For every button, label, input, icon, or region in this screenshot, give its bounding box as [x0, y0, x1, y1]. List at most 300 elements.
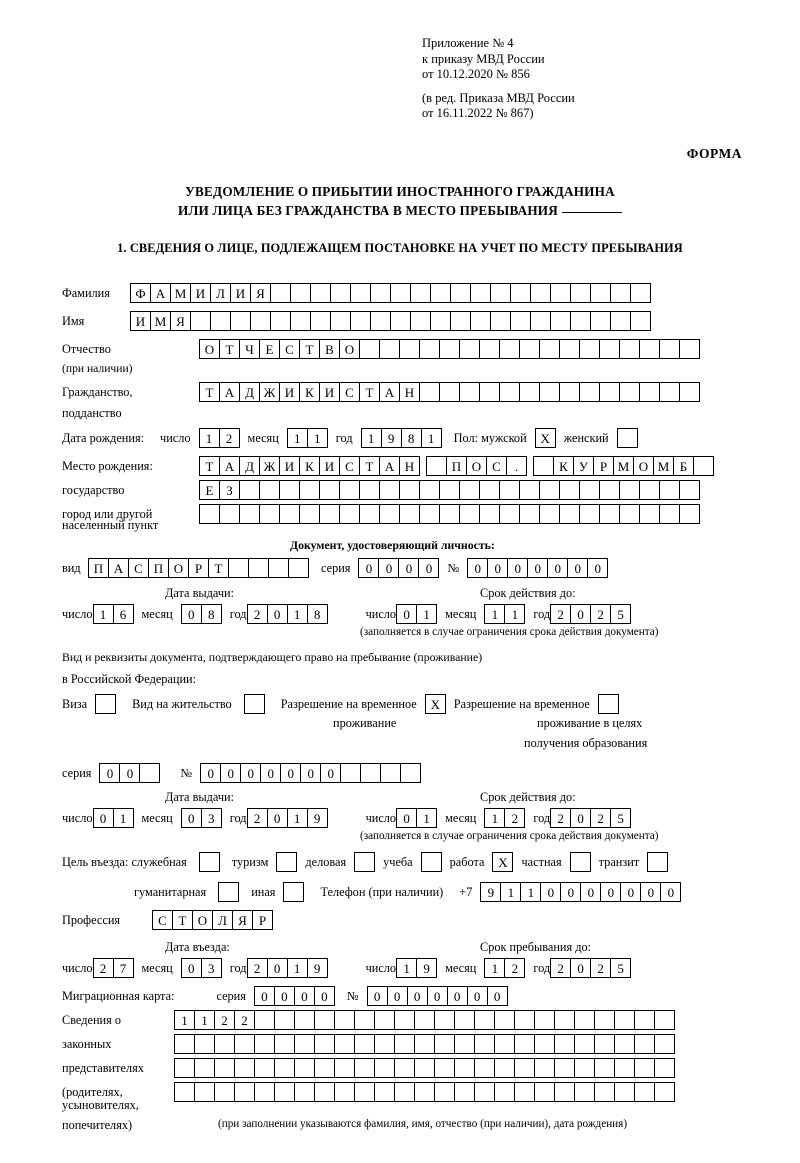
char-cell[interactable] — [219, 504, 240, 524]
char-cell[interactable] — [310, 311, 331, 331]
char-cell[interactable] — [374, 1010, 395, 1030]
char-cell[interactable] — [294, 1010, 315, 1030]
char-cell[interactable] — [339, 480, 360, 500]
char-cell[interactable] — [519, 382, 540, 402]
char-cell[interactable] — [459, 382, 480, 402]
char-cell[interactable]: О — [339, 339, 360, 359]
char-cell[interactable] — [550, 311, 571, 331]
patronymic-input[interactable] — [199, 339, 700, 359]
char-cell[interactable]: 0 — [507, 558, 528, 578]
char-cell[interactable] — [554, 1058, 575, 1078]
char-cell[interactable]: С — [339, 456, 360, 476]
entry-day-input[interactable] — [93, 958, 134, 978]
char-cell[interactable] — [454, 1058, 475, 1078]
char-cell[interactable] — [399, 339, 420, 359]
char-cell[interactable] — [679, 480, 700, 500]
char-cell[interactable]: 0 — [587, 558, 608, 578]
char-cell[interactable] — [499, 504, 520, 524]
char-cell[interactable] — [533, 456, 554, 476]
char-cell[interactable] — [510, 283, 531, 303]
char-cell[interactable] — [379, 339, 400, 359]
char-cell[interactable] — [654, 1082, 675, 1102]
birth-year-input[interactable] — [361, 428, 442, 448]
char-cell[interactable] — [370, 311, 391, 331]
permit-issue-month-input[interactable] — [181, 808, 222, 828]
char-cell[interactable] — [659, 382, 680, 402]
char-cell[interactable]: 0 — [93, 808, 114, 828]
stay-day-input[interactable] — [396, 958, 437, 978]
birth-month-input[interactable] — [287, 428, 328, 448]
char-cell[interactable] — [599, 504, 620, 524]
purpose-service-checkbox[interactable] — [199, 852, 220, 872]
char-cell[interactable]: 2 — [219, 428, 240, 448]
char-cell[interactable] — [634, 1034, 655, 1054]
char-cell[interactable]: 0 — [398, 558, 419, 578]
sex-male-checkbox[interactable]: Х — [535, 428, 556, 448]
char-cell[interactable]: Ж — [259, 456, 280, 476]
char-cell[interactable] — [619, 504, 640, 524]
char-cell[interactable] — [274, 1034, 295, 1054]
char-cell[interactable]: 0 — [358, 558, 379, 578]
char-cell[interactable]: М — [170, 283, 191, 303]
sex-female-checkbox[interactable] — [617, 428, 638, 448]
char-cell[interactable] — [319, 504, 340, 524]
char-cell[interactable] — [254, 1058, 275, 1078]
char-cell[interactable]: 2 — [504, 808, 525, 828]
char-cell[interactable]: 2 — [550, 808, 571, 828]
char-cell[interactable] — [559, 504, 580, 524]
char-cell[interactable] — [599, 339, 620, 359]
char-cell[interactable] — [550, 283, 571, 303]
char-cell[interactable] — [679, 339, 700, 359]
entry-year-input[interactable] — [247, 958, 328, 978]
permit-valid-day-input[interactable] — [396, 808, 437, 828]
char-cell[interactable] — [434, 1082, 455, 1102]
surname-input[interactable] — [130, 283, 651, 303]
char-cell[interactable] — [619, 382, 640, 402]
char-cell[interactable] — [479, 382, 500, 402]
char-cell[interactable] — [639, 480, 660, 500]
char-cell[interactable] — [194, 1058, 215, 1078]
char-cell[interactable] — [410, 283, 431, 303]
char-cell[interactable]: 8 — [201, 604, 222, 624]
permit-number-input[interactable] — [200, 763, 421, 783]
char-cell[interactable] — [234, 1058, 255, 1078]
char-cell[interactable] — [534, 1034, 555, 1054]
doc-issue-year-input[interactable] — [247, 604, 328, 624]
char-cell[interactable] — [419, 504, 440, 524]
char-cell[interactable] — [399, 480, 420, 500]
char-cell[interactable] — [270, 311, 291, 331]
char-cell[interactable] — [314, 1082, 335, 1102]
char-cell[interactable] — [354, 1010, 375, 1030]
char-cell[interactable]: . — [506, 456, 527, 476]
char-cell[interactable]: 0 — [267, 604, 288, 624]
char-cell[interactable] — [454, 1082, 475, 1102]
char-cell[interactable] — [230, 311, 251, 331]
char-cell[interactable]: 0 — [570, 604, 591, 624]
char-cell[interactable]: Ж — [259, 382, 280, 402]
char-cell[interactable] — [579, 339, 600, 359]
char-cell[interactable] — [494, 1010, 515, 1030]
char-cell[interactable] — [494, 1034, 515, 1054]
char-cell[interactable] — [519, 504, 540, 524]
char-cell[interactable] — [270, 283, 291, 303]
char-cell[interactable]: 8 — [401, 428, 422, 448]
char-cell[interactable] — [274, 1082, 295, 1102]
doc-issue-month-input[interactable] — [181, 604, 222, 624]
char-cell[interactable] — [239, 480, 260, 500]
char-cell[interactable] — [139, 763, 160, 783]
char-cell[interactable]: Е — [259, 339, 280, 359]
char-cell[interactable] — [439, 480, 460, 500]
char-cell[interactable] — [430, 311, 451, 331]
char-cell[interactable] — [434, 1010, 455, 1030]
char-cell[interactable]: С — [279, 339, 300, 359]
purpose-tourism-checkbox[interactable] — [276, 852, 297, 872]
legal-rep-input-row4[interactable] — [174, 1082, 675, 1102]
char-cell[interactable] — [459, 504, 480, 524]
char-cell[interactable] — [439, 504, 460, 524]
char-cell[interactable] — [554, 1034, 575, 1054]
char-cell[interactable] — [194, 1034, 215, 1054]
char-cell[interactable] — [334, 1082, 355, 1102]
char-cell[interactable]: Т — [359, 456, 380, 476]
char-cell[interactable]: 0 — [640, 882, 661, 902]
char-cell[interactable] — [610, 283, 631, 303]
char-cell[interactable]: 5 — [610, 604, 631, 624]
char-cell[interactable]: А — [219, 382, 240, 402]
char-cell[interactable]: 1 — [199, 428, 220, 448]
char-cell[interactable] — [310, 283, 331, 303]
char-cell[interactable] — [430, 283, 451, 303]
char-cell[interactable]: П — [446, 456, 467, 476]
char-cell[interactable]: 1 — [504, 604, 525, 624]
char-cell[interactable]: Д — [239, 456, 260, 476]
char-cell[interactable]: 2 — [247, 604, 268, 624]
permit-issue-day-input[interactable] — [93, 808, 134, 828]
char-cell[interactable] — [259, 480, 280, 500]
char-cell[interactable] — [534, 1010, 555, 1030]
char-cell[interactable]: 1 — [500, 882, 521, 902]
char-cell[interactable]: 0 — [300, 763, 321, 783]
char-cell[interactable]: П — [88, 558, 109, 578]
char-cell[interactable]: 0 — [487, 558, 508, 578]
char-cell[interactable]: Т — [219, 339, 240, 359]
char-cell[interactable]: 0 — [540, 882, 561, 902]
char-cell[interactable] — [514, 1058, 535, 1078]
char-cell[interactable]: И — [319, 456, 340, 476]
char-cell[interactable]: 0 — [567, 558, 588, 578]
char-cell[interactable]: 0 — [99, 763, 120, 783]
permit-valid-year-input[interactable] — [550, 808, 631, 828]
char-cell[interactable]: 7 — [113, 958, 134, 978]
char-cell[interactable] — [614, 1034, 635, 1054]
birthplace-input-row3[interactable] — [199, 504, 700, 524]
char-cell[interactable] — [490, 311, 511, 331]
char-cell[interactable]: П — [148, 558, 169, 578]
purpose-other-checkbox[interactable] — [283, 882, 304, 902]
char-cell[interactable]: 9 — [307, 808, 328, 828]
char-cell[interactable] — [479, 339, 500, 359]
char-cell[interactable] — [379, 504, 400, 524]
char-cell[interactable] — [474, 1058, 495, 1078]
char-cell[interactable]: 0 — [367, 986, 388, 1006]
char-cell[interactable]: Ч — [239, 339, 260, 359]
char-cell[interactable]: 0 — [119, 763, 140, 783]
char-cell[interactable] — [479, 480, 500, 500]
char-cell[interactable]: 0 — [407, 986, 428, 1006]
char-cell[interactable] — [214, 1058, 235, 1078]
char-cell[interactable] — [630, 283, 651, 303]
char-cell[interactable] — [330, 283, 351, 303]
char-cell[interactable] — [194, 1082, 215, 1102]
char-cell[interactable]: 9 — [307, 958, 328, 978]
char-cell[interactable]: 0 — [294, 986, 315, 1006]
char-cell[interactable]: 0 — [314, 986, 335, 1006]
char-cell[interactable] — [214, 1034, 235, 1054]
char-cell[interactable] — [350, 283, 371, 303]
char-cell[interactable] — [390, 283, 411, 303]
legal-rep-input-row2[interactable] — [174, 1034, 675, 1054]
char-cell[interactable] — [340, 763, 361, 783]
char-cell[interactable]: 0 — [560, 882, 581, 902]
char-cell[interactable] — [470, 311, 491, 331]
char-cell[interactable] — [530, 311, 551, 331]
birth-day-input[interactable] — [199, 428, 240, 448]
char-cell[interactable] — [639, 382, 660, 402]
char-cell[interactable]: Л — [210, 283, 231, 303]
char-cell[interactable]: 1 — [396, 958, 417, 978]
char-cell[interactable]: 0 — [527, 558, 548, 578]
char-cell[interactable]: Е — [199, 480, 220, 500]
doc-issue-day-input[interactable] — [93, 604, 134, 624]
char-cell[interactable] — [434, 1034, 455, 1054]
char-cell[interactable]: И — [190, 283, 211, 303]
char-cell[interactable]: К — [553, 456, 574, 476]
purpose-business-checkbox[interactable] — [354, 852, 375, 872]
char-cell[interactable] — [350, 311, 371, 331]
char-cell[interactable]: Ф — [130, 283, 151, 303]
purpose-humanitarian-checkbox[interactable] — [218, 882, 239, 902]
char-cell[interactable] — [499, 382, 520, 402]
char-cell[interactable]: 2 — [590, 808, 611, 828]
char-cell[interactable] — [599, 382, 620, 402]
char-cell[interactable]: А — [150, 283, 171, 303]
char-cell[interactable]: Л — [212, 910, 233, 930]
char-cell[interactable]: М — [150, 311, 171, 331]
char-cell[interactable] — [614, 1010, 635, 1030]
char-cell[interactable]: С — [486, 456, 507, 476]
char-cell[interactable] — [174, 1034, 195, 1054]
char-cell[interactable] — [374, 1082, 395, 1102]
char-cell[interactable] — [634, 1082, 655, 1102]
char-cell[interactable] — [494, 1082, 515, 1102]
char-cell[interactable]: Я — [170, 311, 191, 331]
birthplace-input-row2[interactable] — [199, 480, 700, 500]
purpose-study-checkbox[interactable] — [421, 852, 442, 872]
residence-permit-checkbox[interactable] — [244, 694, 265, 714]
char-cell[interactable]: Р — [188, 558, 209, 578]
legal-rep-input-row3[interactable] — [174, 1058, 675, 1078]
char-cell[interactable] — [354, 1082, 375, 1102]
char-cell[interactable] — [214, 1082, 235, 1102]
char-cell[interactable]: 9 — [381, 428, 402, 448]
stay-month-input[interactable] — [484, 958, 525, 978]
char-cell[interactable] — [288, 558, 309, 578]
char-cell[interactable] — [394, 1034, 415, 1054]
migration-series-input[interactable] — [254, 986, 335, 1006]
char-cell[interactable]: О — [466, 456, 487, 476]
char-cell[interactable]: 1 — [520, 882, 541, 902]
char-cell[interactable] — [330, 311, 351, 331]
char-cell[interactable] — [599, 480, 620, 500]
char-cell[interactable] — [693, 456, 714, 476]
char-cell[interactable]: В — [319, 339, 340, 359]
char-cell[interactable] — [359, 480, 380, 500]
char-cell[interactable] — [610, 311, 631, 331]
char-cell[interactable] — [268, 558, 289, 578]
char-cell[interactable]: Т — [199, 456, 220, 476]
char-cell[interactable]: А — [108, 558, 129, 578]
char-cell[interactable]: 2 — [93, 958, 114, 978]
char-cell[interactable] — [594, 1010, 615, 1030]
char-cell[interactable]: 2 — [247, 808, 268, 828]
char-cell[interactable]: 0 — [580, 882, 601, 902]
char-cell[interactable] — [639, 504, 660, 524]
char-cell[interactable] — [474, 1082, 495, 1102]
char-cell[interactable]: 1 — [287, 958, 308, 978]
char-cell[interactable] — [574, 1010, 595, 1030]
char-cell[interactable]: 2 — [214, 1010, 235, 1030]
char-cell[interactable] — [314, 1010, 335, 1030]
char-cell[interactable] — [679, 382, 700, 402]
char-cell[interactable]: 0 — [387, 986, 408, 1006]
char-cell[interactable] — [594, 1082, 615, 1102]
char-cell[interactable]: 3 — [201, 958, 222, 978]
char-cell[interactable]: 2 — [550, 604, 571, 624]
char-cell[interactable]: О — [633, 456, 654, 476]
char-cell[interactable]: Б — [673, 456, 694, 476]
char-cell[interactable] — [374, 1034, 395, 1054]
char-cell[interactable] — [339, 504, 360, 524]
char-cell[interactable] — [354, 1034, 375, 1054]
char-cell[interactable]: И — [279, 382, 300, 402]
char-cell[interactable]: 2 — [590, 958, 611, 978]
char-cell[interactable] — [570, 283, 591, 303]
entry-month-input[interactable] — [181, 958, 222, 978]
char-cell[interactable]: С — [128, 558, 149, 578]
char-cell[interactable]: 0 — [570, 958, 591, 978]
char-cell[interactable] — [574, 1034, 595, 1054]
char-cell[interactable]: О — [199, 339, 220, 359]
char-cell[interactable]: 1 — [416, 808, 437, 828]
char-cell[interactable] — [594, 1058, 615, 1078]
char-cell[interactable]: И — [130, 311, 151, 331]
education-residence-checkbox[interactable] — [598, 694, 619, 714]
char-cell[interactable] — [574, 1058, 595, 1078]
char-cell[interactable]: 0 — [320, 763, 341, 783]
char-cell[interactable] — [539, 480, 560, 500]
char-cell[interactable]: 1 — [307, 428, 328, 448]
visa-checkbox[interactable] — [95, 694, 116, 714]
char-cell[interactable] — [419, 382, 440, 402]
char-cell[interactable]: 0 — [660, 882, 681, 902]
char-cell[interactable] — [590, 311, 611, 331]
char-cell[interactable]: 0 — [467, 986, 488, 1006]
char-cell[interactable]: 1 — [194, 1010, 215, 1030]
char-cell[interactable] — [334, 1010, 355, 1030]
char-cell[interactable] — [514, 1082, 535, 1102]
char-cell[interactable]: 0 — [200, 763, 221, 783]
char-cell[interactable] — [434, 1058, 455, 1078]
char-cell[interactable] — [399, 504, 420, 524]
char-cell[interactable] — [519, 339, 540, 359]
char-cell[interactable]: А — [379, 456, 400, 476]
char-cell[interactable] — [290, 283, 311, 303]
char-cell[interactable] — [579, 504, 600, 524]
char-cell[interactable]: 0 — [547, 558, 568, 578]
char-cell[interactable] — [499, 339, 520, 359]
doc-kind-input[interactable] — [88, 558, 309, 578]
char-cell[interactable] — [439, 339, 460, 359]
char-cell[interactable] — [319, 480, 340, 500]
char-cell[interactable]: 1 — [93, 604, 114, 624]
char-cell[interactable]: А — [379, 382, 400, 402]
char-cell[interactable]: 2 — [234, 1010, 255, 1030]
char-cell[interactable]: 2 — [550, 958, 571, 978]
char-cell[interactable]: С — [152, 910, 173, 930]
char-cell[interactable]: 1 — [174, 1010, 195, 1030]
char-cell[interactable] — [199, 504, 220, 524]
profession-input[interactable] — [152, 910, 273, 930]
char-cell[interactable]: 0 — [267, 808, 288, 828]
char-cell[interactable] — [299, 504, 320, 524]
char-cell[interactable]: 0 — [427, 986, 448, 1006]
char-cell[interactable]: Н — [399, 456, 420, 476]
char-cell[interactable] — [619, 339, 640, 359]
char-cell[interactable] — [360, 763, 381, 783]
char-cell[interactable]: 1 — [361, 428, 382, 448]
purpose-transit-checkbox[interactable] — [647, 852, 668, 872]
char-cell[interactable] — [554, 1082, 575, 1102]
name-input[interactable] — [130, 311, 651, 331]
char-cell[interactable]: 0 — [396, 808, 417, 828]
char-cell[interactable]: 0 — [181, 958, 202, 978]
char-cell[interactable]: 0 — [240, 763, 261, 783]
char-cell[interactable]: Т — [359, 382, 380, 402]
char-cell[interactable]: 1 — [287, 808, 308, 828]
char-cell[interactable] — [380, 763, 401, 783]
char-cell[interactable] — [359, 504, 380, 524]
char-cell[interactable] — [259, 504, 280, 524]
char-cell[interactable] — [630, 311, 651, 331]
char-cell[interactable] — [454, 1010, 475, 1030]
char-cell[interactable] — [570, 311, 591, 331]
char-cell[interactable] — [539, 504, 560, 524]
char-cell[interactable] — [294, 1058, 315, 1078]
char-cell[interactable] — [414, 1034, 435, 1054]
char-cell[interactable]: Д — [239, 382, 260, 402]
purpose-work-checkbox[interactable]: Х — [492, 852, 513, 872]
char-cell[interactable]: Я — [250, 283, 271, 303]
char-cell[interactable] — [594, 1034, 615, 1054]
char-cell[interactable] — [279, 504, 300, 524]
char-cell[interactable]: 0 — [181, 808, 202, 828]
char-cell[interactable] — [334, 1034, 355, 1054]
char-cell[interactable]: 0 — [378, 558, 399, 578]
char-cell[interactable] — [494, 1058, 515, 1078]
